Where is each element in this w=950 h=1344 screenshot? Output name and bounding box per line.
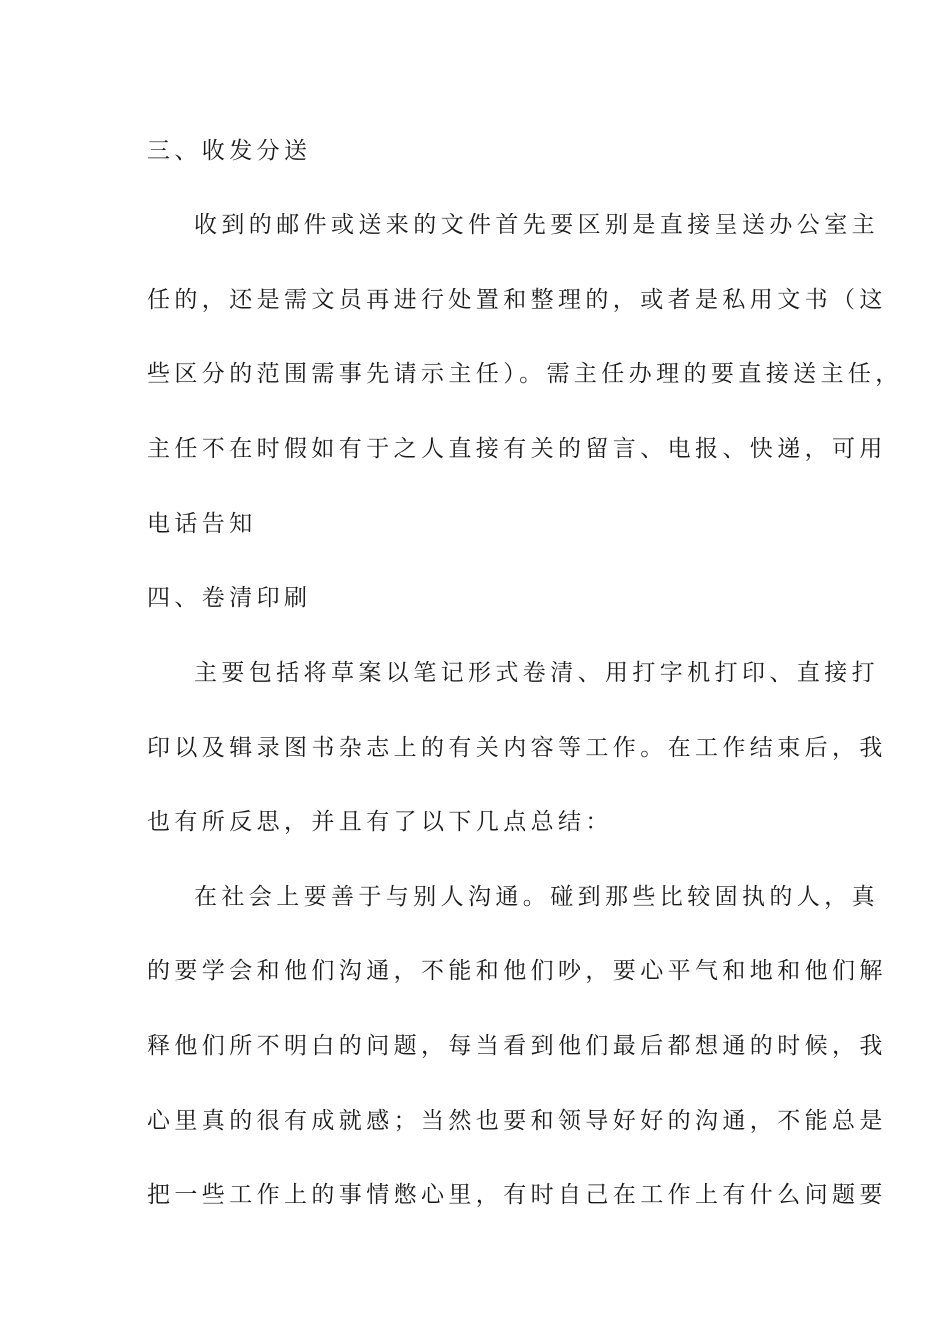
paragraph-line: 在社会上要善于与别人沟通。碰到那些比较固执的人，真 xyxy=(194,884,879,910)
paragraph-line: 也有所反思，并且有了以下几点总结： xyxy=(147,809,613,835)
paragraph-line: 心里真的很有成就感；当然也要和领导好好的沟通，不能总是 xyxy=(147,1108,887,1134)
paragraph-line: 的要学会和他们沟通，不能和他们吵，要心平气和地和他们解 xyxy=(147,958,887,984)
paragraph-line: 电话告知 xyxy=(147,511,257,537)
paragraph-line: 印以及辑录图书杂志上的有关内容等工作。在工作结束后，我 xyxy=(147,735,887,761)
paragraph-line: 些区分的范围需事先请示主任）。需主任办理的要直接送主任， xyxy=(147,361,903,387)
paragraph-line: 收到的邮件或送来的文件首先要区别是直接呈送办公室主 xyxy=(194,212,879,238)
paragraph-line: 释他们所不明白的问题，每当看到他们最后都想通的时候，我 xyxy=(147,1033,887,1059)
paragraph-line: 把一些工作上的事情憋心里，有时自己在工作上有什么问题要 xyxy=(147,1182,887,1208)
paragraph-line: 主任不在时假如有于之人直接有关的留言、电报、快递，可用 xyxy=(147,436,887,462)
section-heading-4: 四、卷清印刷 xyxy=(147,585,312,611)
paragraph-line: 主要包括将草案以笔记形式卷清、用打字机打印、直接打 xyxy=(194,660,879,686)
section-heading-3: 三、收发分送 xyxy=(147,138,312,164)
paragraph-line: 任的，还是需文员再进行处置和整理的，或者是私用文书（这 xyxy=(147,287,887,313)
